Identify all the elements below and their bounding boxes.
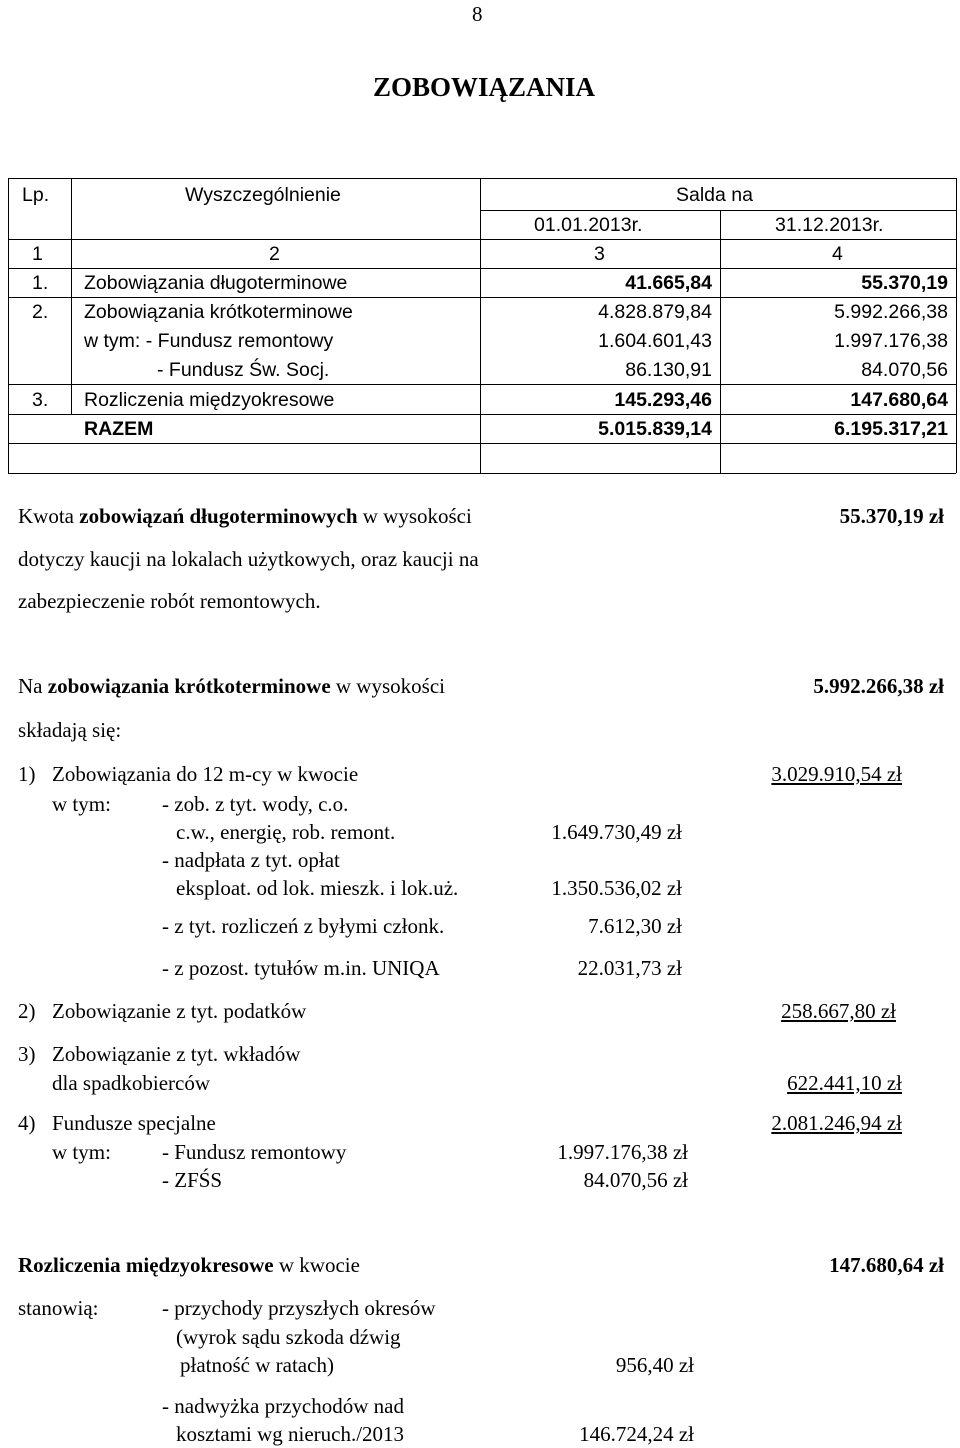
row-lp: 1. bbox=[32, 272, 49, 294]
col-number-1: 1 bbox=[32, 243, 43, 265]
accruals-item-label: płatność w ratach) bbox=[180, 1353, 334, 1377]
subitem-label: - nadpłata z tyt. opłat bbox=[162, 848, 340, 872]
row-value-start: 145.293,46 bbox=[614, 389, 712, 411]
accruals-intro: Rozliczenia międzyokresowe w kwocie bbox=[18, 1253, 360, 1277]
item-label: Zobowiązanie z tyt. wkładów bbox=[52, 1042, 301, 1066]
row-value-start: 1.604.601,43 bbox=[598, 330, 712, 352]
row-value-start: 41.665,84 bbox=[625, 272, 712, 294]
row-value-end: 55.370,19 bbox=[861, 272, 948, 294]
subitem-label: eksploat. od lok. mieszk. i lok.uż. bbox=[176, 876, 459, 900]
col-header-description: Wyszczególnienie bbox=[185, 184, 341, 206]
shortterm-line-2: składają się: bbox=[18, 718, 122, 742]
col-number-3: 3 bbox=[594, 243, 605, 265]
accruals-amount: 147.680,64 zł bbox=[829, 1253, 944, 1277]
longterm-line-3: zabezpieczenie robót remontowych. bbox=[18, 589, 321, 613]
subitem-amount: 22.031,73 zł bbox=[577, 956, 682, 980]
subitem-label: - z tyt. rozliczeń z byłymi członk. bbox=[162, 914, 445, 938]
row-description: Rozliczenia międzyokresowe bbox=[84, 389, 335, 411]
longterm-intro: Kwota zobowiązań długoterminowych w wysokości bbox=[18, 504, 472, 528]
subitem-prefix: w tym: bbox=[52, 1140, 111, 1164]
item-label: Fundusze specjalne bbox=[52, 1111, 216, 1135]
accruals-prefix: stanowią: bbox=[18, 1296, 99, 1320]
col-number-2: 2 bbox=[269, 243, 280, 265]
subitem-label: - Fundusz remontowy bbox=[162, 1140, 347, 1164]
subitem-prefix: w tym: bbox=[52, 792, 111, 816]
total-value-start: 5.015.839,14 bbox=[598, 418, 712, 440]
row-value-end: 147.680,64 bbox=[850, 389, 948, 411]
item-number: 3) bbox=[18, 1042, 36, 1066]
row-lp: 2. bbox=[32, 301, 49, 323]
item-label: dla spadkobierców bbox=[52, 1071, 211, 1095]
item-amount: 258.667,80 zł bbox=[781, 999, 896, 1023]
page-title: ZOBOWIĄZANIA bbox=[372, 72, 596, 102]
subitem-label: - z pozost. tytułów m.in. UNIQA bbox=[162, 956, 440, 980]
row-description: w tym: - Fundusz remontowy bbox=[84, 330, 334, 352]
row-value-start: 86.130,91 bbox=[625, 359, 712, 381]
row-value-end: 1.997.176,38 bbox=[834, 330, 948, 352]
longterm-line-2: dotyczy kaucji na lokalach użytkowych, oraz kaucji na bbox=[18, 547, 479, 571]
total-value-end: 6.195.317,21 bbox=[834, 418, 948, 440]
accruals-item-label: kosztami wg nieruch./2013 bbox=[176, 1422, 405, 1446]
col-number-4: 4 bbox=[832, 243, 843, 265]
longterm-amount: 55.370,19 zł bbox=[839, 504, 944, 528]
row-value-start: 4.828.879,84 bbox=[598, 301, 712, 323]
item-label: Zobowiązanie z tyt. podatków bbox=[52, 999, 307, 1023]
shortterm-intro: Na zobowiązania krótkoterminowe w wysokości bbox=[18, 674, 445, 698]
row-description: Zobowiązania krótkoterminowe bbox=[84, 301, 353, 323]
item-number: 1) bbox=[18, 762, 36, 786]
row-value-end: 84.070,56 bbox=[861, 359, 948, 381]
subitem-label: c.w., energię, rob. remont. bbox=[176, 820, 396, 844]
subitem-amount: 1.649.730,49 zł bbox=[551, 820, 682, 844]
item-number: 2) bbox=[18, 999, 36, 1023]
accruals-item-label: - nadwyżka przychodów nad bbox=[162, 1394, 404, 1418]
row-lp: 3. bbox=[32, 389, 49, 411]
total-label: RAZEM bbox=[84, 418, 154, 440]
page-number: 8 bbox=[472, 2, 483, 26]
col-header-balances: Salda na bbox=[676, 184, 753, 206]
subitem-amount: 1.997.176,38 zł bbox=[557, 1140, 688, 1164]
item-label: Zobowiązania do 12 m-cy w kwocie bbox=[52, 762, 359, 786]
row-description: - Fundusz Św. Socj. bbox=[157, 359, 330, 381]
accruals-item-label: (wyrok sądu szkoda dźwig bbox=[176, 1325, 401, 1349]
shortterm-amount: 5.992.266,38 zł bbox=[813, 674, 944, 698]
item-number: 4) bbox=[18, 1111, 36, 1135]
accruals-item-amount: 956,40 zł bbox=[615, 1353, 694, 1377]
item-amount: 3.029.910,54 zł bbox=[771, 762, 902, 786]
accruals-item-label: - przychody przyszłych okresów bbox=[162, 1296, 436, 1320]
col-header-date-start: 01.01.2013r. bbox=[534, 214, 643, 236]
subitem-amount: 7.612,30 zł bbox=[588, 914, 682, 938]
col-header-date-end: 31.12.2013r. bbox=[775, 214, 884, 236]
col-header-lp: Lp. bbox=[22, 184, 50, 206]
row-value-end: 5.992.266,38 bbox=[834, 301, 948, 323]
item-amount: 622.441,10 zł bbox=[787, 1071, 902, 1095]
subitem-amount: 1.350.536,02 zł bbox=[551, 876, 682, 900]
subitem-label: - zob. z tyt. wody, c.o. bbox=[162, 792, 349, 816]
subitem-amount: 84.070,56 zł bbox=[583, 1168, 688, 1192]
subitem-label: - ZFŚS bbox=[162, 1168, 223, 1192]
item-amount: 2.081.246,94 zł bbox=[771, 1111, 902, 1135]
row-description: Zobowiązania długoterminowe bbox=[84, 272, 348, 294]
accruals-item-amount: 146.724,24 zł bbox=[579, 1422, 694, 1446]
